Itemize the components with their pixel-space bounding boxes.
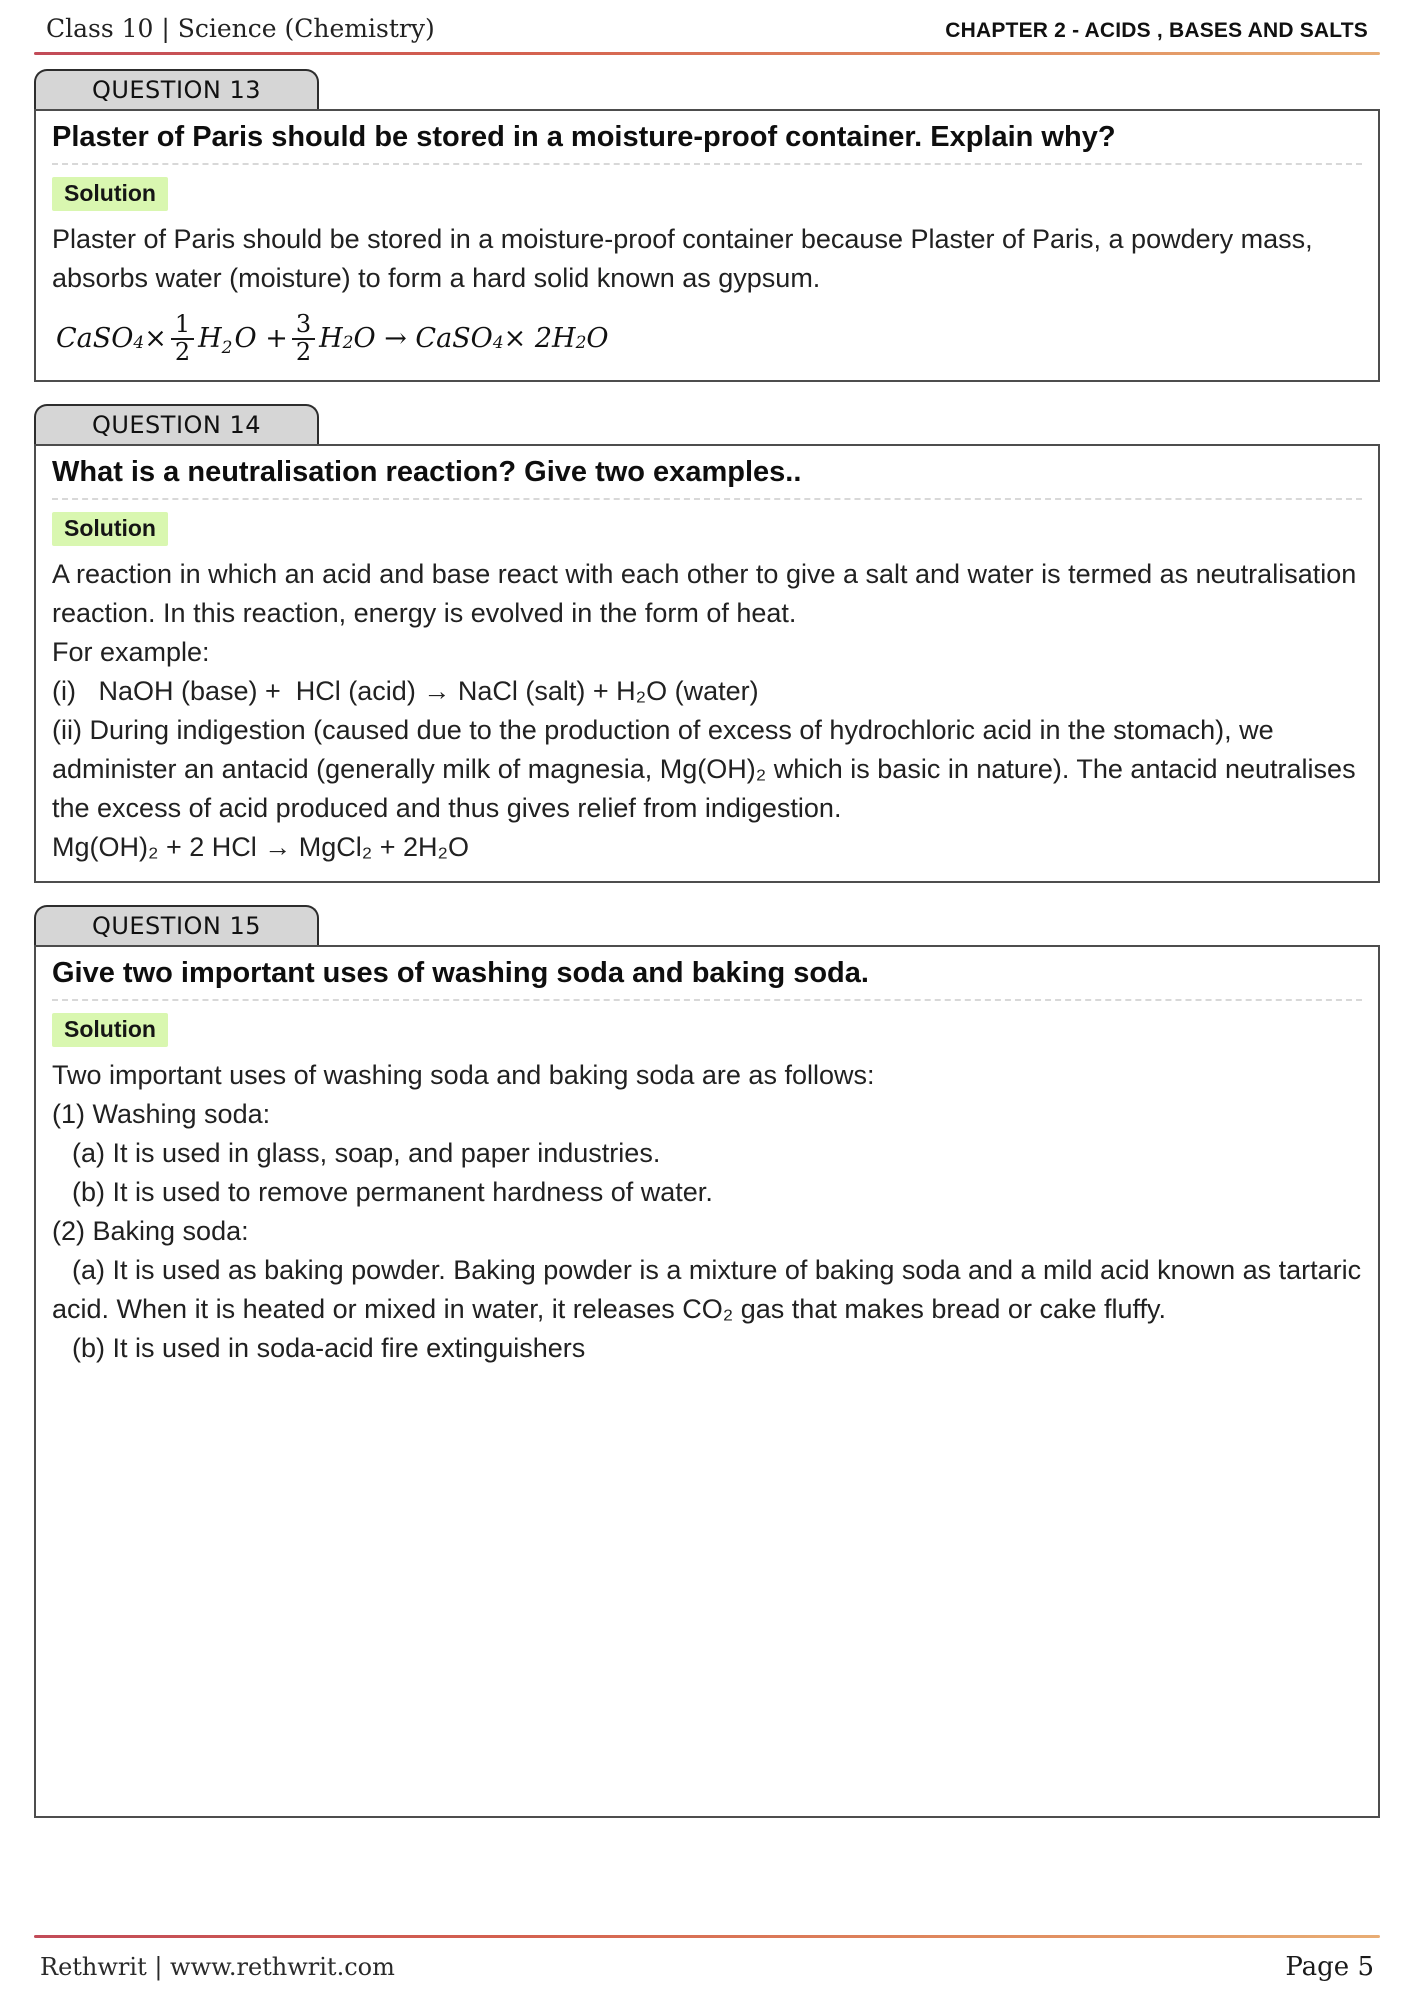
solution-body: [52, 1056, 1369, 1368]
question-13-tab-label: QUESTION 13: [91, 76, 262, 104]
question-13-card: [34, 109, 1380, 382]
solution-paragraph: (ii) During indigestion (caused due to the production of excess of hydrochloric acid in the stomach), we administer an antacid (generally milk of magnesia, Mg(OH)₂ which is basic in nature). The antacid neutralises the excess of acid produced and thus gives relief from indigestion.: [52, 714, 1364, 823]
question-15-section: [34, 905, 1380, 1818]
chapter-title: CHAPTER 2 - ACIDS , BASES AND SALTS: [945, 19, 1368, 42]
footer-rule: [34, 1935, 1380, 1938]
eq-sub: 2: [575, 332, 587, 353]
eq-fraction: [171, 312, 194, 366]
example-1-equation: (i) NaOH (base) + HCl (acid) → NaCl (salt) + H₂O (water): [52, 675, 759, 706]
solution-badge: Solution: [52, 1013, 168, 1047]
eq-term: H: [319, 323, 343, 355]
question-14-section: [34, 404, 1380, 883]
solution-paragraph: Plaster of Paris should be stored in a moisture-proof container because Plaster of Paris, a powdery mass, absorbs water (moisture) to form a hard solid known as gypsum.: [52, 224, 1321, 293]
eq-term: × 2H: [503, 323, 576, 355]
washing-soda-use-b: (b) It is used to remove permanent hardness of water.: [72, 1176, 713, 1207]
eq-frac-numerator: 3: [292, 312, 315, 340]
question-14-card: [34, 444, 1380, 883]
washing-soda-heading: (1) Washing soda:: [52, 1098, 271, 1129]
eq-term: O +: [234, 323, 288, 355]
eq-term: ×: [144, 323, 167, 355]
baking-soda-heading: (2) Baking soda:: [52, 1215, 249, 1246]
question-14-tab-label: QUESTION 14: [91, 410, 262, 439]
page-footer: [34, 1926, 1380, 1982]
eq-sub: 2: [342, 332, 354, 353]
question-15-tab: [34, 905, 319, 945]
eq-sub: 2: [221, 337, 233, 358]
solution-paragraph: A reaction in which an acid and base react with each other to give a salt and water is termed as neutralisation reaction. In this reaction, energy is evolved in the form of heat.: [52, 558, 1364, 628]
example-2-equation: Mg(OH)₂ + 2 HCl → MgCl₂ + 2H₂O: [52, 831, 470, 862]
baking-soda-use-a: (a) It is used as baking powder. Baking powder is a mixture of baking soda and a mild acid known as tartaric acid. When it is heated or mixed in water, it releases CO₂ gas that makes bread or cake fluffy.: [52, 1254, 1369, 1324]
eq-frac-numerator: 1: [171, 312, 194, 340]
question-14-title: What is a neutralisation reaction? Give two examples..: [52, 455, 802, 488]
eq-frac-denominator: 2: [174, 337, 191, 366]
solution-paragraph: For example:: [52, 636, 210, 667]
eq-sub: 4: [133, 332, 145, 353]
caso4-hydration-equation: [56, 312, 1362, 366]
eq-term: O → CaSO: [353, 323, 493, 355]
solution-paragraph: Two important uses of washing soda and baking soda are as follows:: [52, 1059, 875, 1090]
solution-badge: Solution: [52, 177, 168, 211]
question-15-tab-label: QUESTION 15: [91, 911, 262, 940]
solution-body: [52, 555, 1362, 867]
question-13-title: Plaster of Paris should be stored in a moisture-proof container. Explain why?: [52, 121, 1116, 153]
question-13-tab: [34, 69, 319, 109]
page-header: [34, 14, 1380, 43]
header-rule: [34, 52, 1380, 55]
brand-url: Rethwrit | www.rethwrit.com: [40, 1953, 395, 1981]
title-divider: [52, 498, 1362, 500]
solution-body: [52, 220, 1362, 366]
question-14-tab: [34, 404, 319, 444]
solution-badge: Solution: [52, 512, 168, 546]
baking-soda-use-b: (b) It is used in soda-acid fire extinguishers: [72, 1332, 586, 1363]
eq-term: O: [586, 323, 609, 355]
eq-sub: 4: [492, 332, 504, 353]
title-divider: [52, 999, 1362, 1001]
title-divider: [52, 163, 1362, 165]
question-13-section: [34, 69, 1380, 382]
eq-fraction: [292, 312, 315, 366]
eq-term: CaSO: [56, 323, 134, 355]
eq-term: H: [198, 323, 222, 355]
question-15-title: Give two important uses of washing soda and baking soda.: [52, 956, 869, 989]
eq-frac-denominator: 2: [295, 337, 312, 366]
page-number: Page 5: [1285, 1952, 1374, 1982]
course-label: Class 10 | Science (Chemistry): [46, 14, 435, 43]
washing-soda-use-a: (a) It is used in glass, soap, and paper industries.: [72, 1137, 661, 1168]
question-15-card: [34, 945, 1380, 1818]
